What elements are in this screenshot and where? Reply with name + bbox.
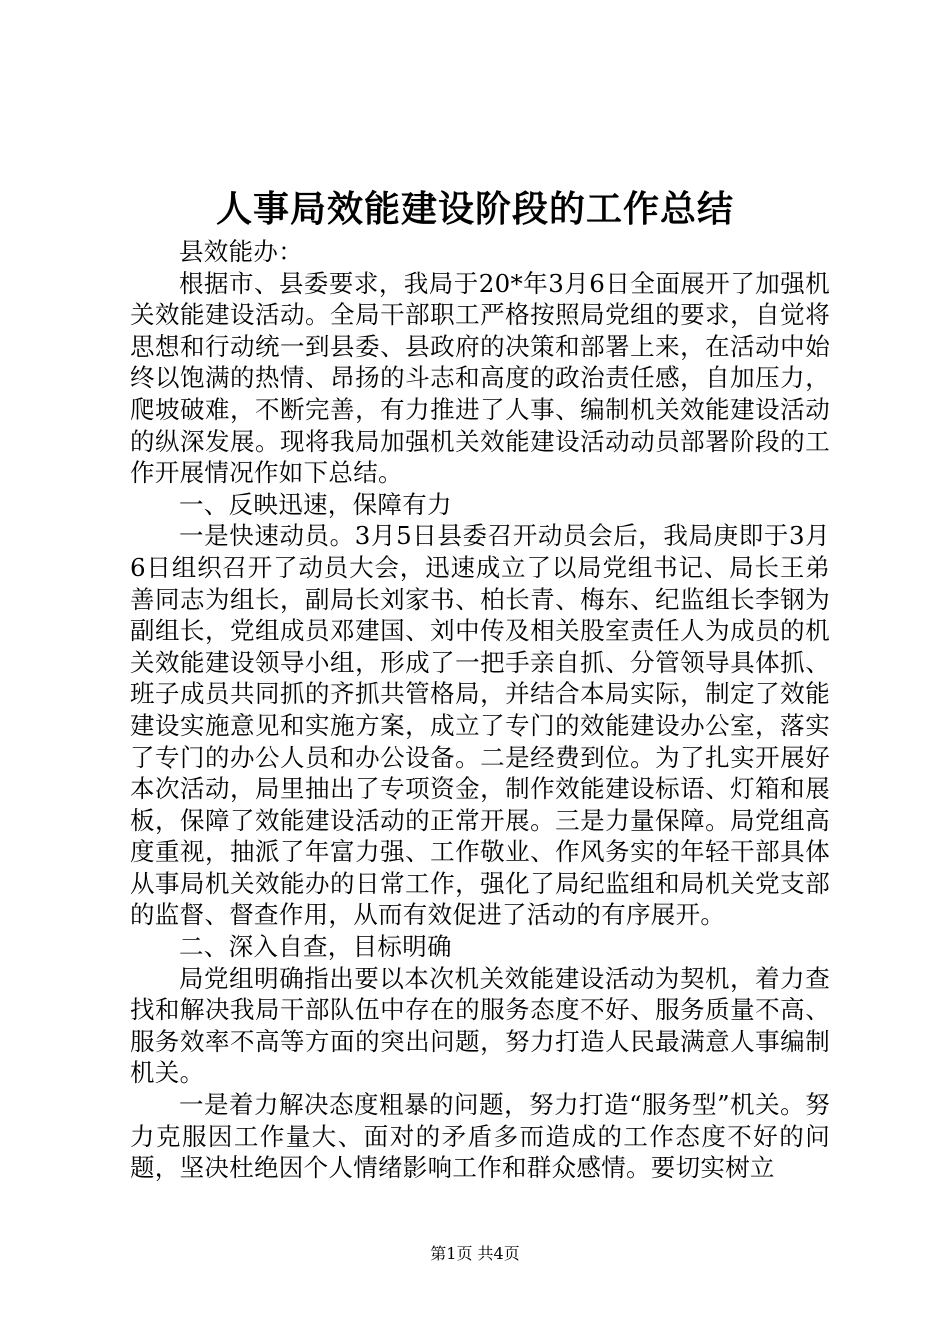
paragraph-intro: 根据市、县委要求，我局于20*年3月6日全面展开了加强机关效能建设活动。全局干部职工严格按照局党组的要求，自觉将思想和行动统一到县委、县政府的决策和部署上来，在活动中始终以饱满的热情、昂扬的斗志和高度的政治责任感，自加压力，爬坡破难，不断完善，有力推进了人事、编制机关效能建设活动的纵深发展。现将我局加强机关效能建设活动动员部署阶段的工作开展情况作如下总结。 [130, 268, 830, 488]
document-title: 人事局效能建设阶段的工作总结 [215, 188, 734, 230]
page-footer: 第1页 共4页 [430, 1244, 520, 1263]
paragraph-addressee: 县效能办： [179, 237, 303, 266]
section-heading-2: 二、深入自查，目标明确 [179, 932, 452, 962]
section-heading-1: 一、反映迅速，保障有力 [179, 489, 452, 519]
paragraph-section-2: 局党组明确指出要以本次机关效能建设活动为契机，着力查找和解决我局干部队伍中存在的服务态度不好、服务质量不高、服务效率不高等方面的突出问题，努力打造人民最满意人事编制机关。 [130, 963, 830, 1088]
document-body [130, 236, 830, 1184]
paragraph-section-2-item-1: 一是着力解决态度粗暴的问题，努力打造“服务型”机关。努力克服因工作量大、面对的矛盾多而造成的工作态度不好的问题，坚决杜绝因个人情绪影响工作和群众感情。要切实树立 [130, 1090, 830, 1183]
paragraph-section-1: 一是快速动员。3月5日县委召开动员会后，我局庚即于3月6日组织召开了动员大会，迅速成立了以局党组书记、局长王弟善同志为组长，副局长刘家书、柏长青、梅东、纪监组长李钢为副组长，党组成员邓建国、刘中传及相关股室责任人为成员的机关效能建设领导小组，形成了一把手亲自抓、分管领导具体抓、班子成员共同抓的齐抓共管格局，并结合本局实际，制定了效能建设实施意见和实施方案，成立了专门的效能建设办公室，落实了专门的办公人员和办公设备。二是经费到位。为了扎实开展好本次活动，局里抽出了专项资金，制作效能建设标语、灯箱和展板，保障了效能建设活动的正常开展。三是力量保障。局党组高度重视，抽派了年富力强、工作敬业、作风务实的年轻干部具体从事局机关效能办的日常工作，强化了局纪监组和局机关党支部的监督、督查作用，从而有效促进了活动的有序展开。 [130, 521, 830, 930]
